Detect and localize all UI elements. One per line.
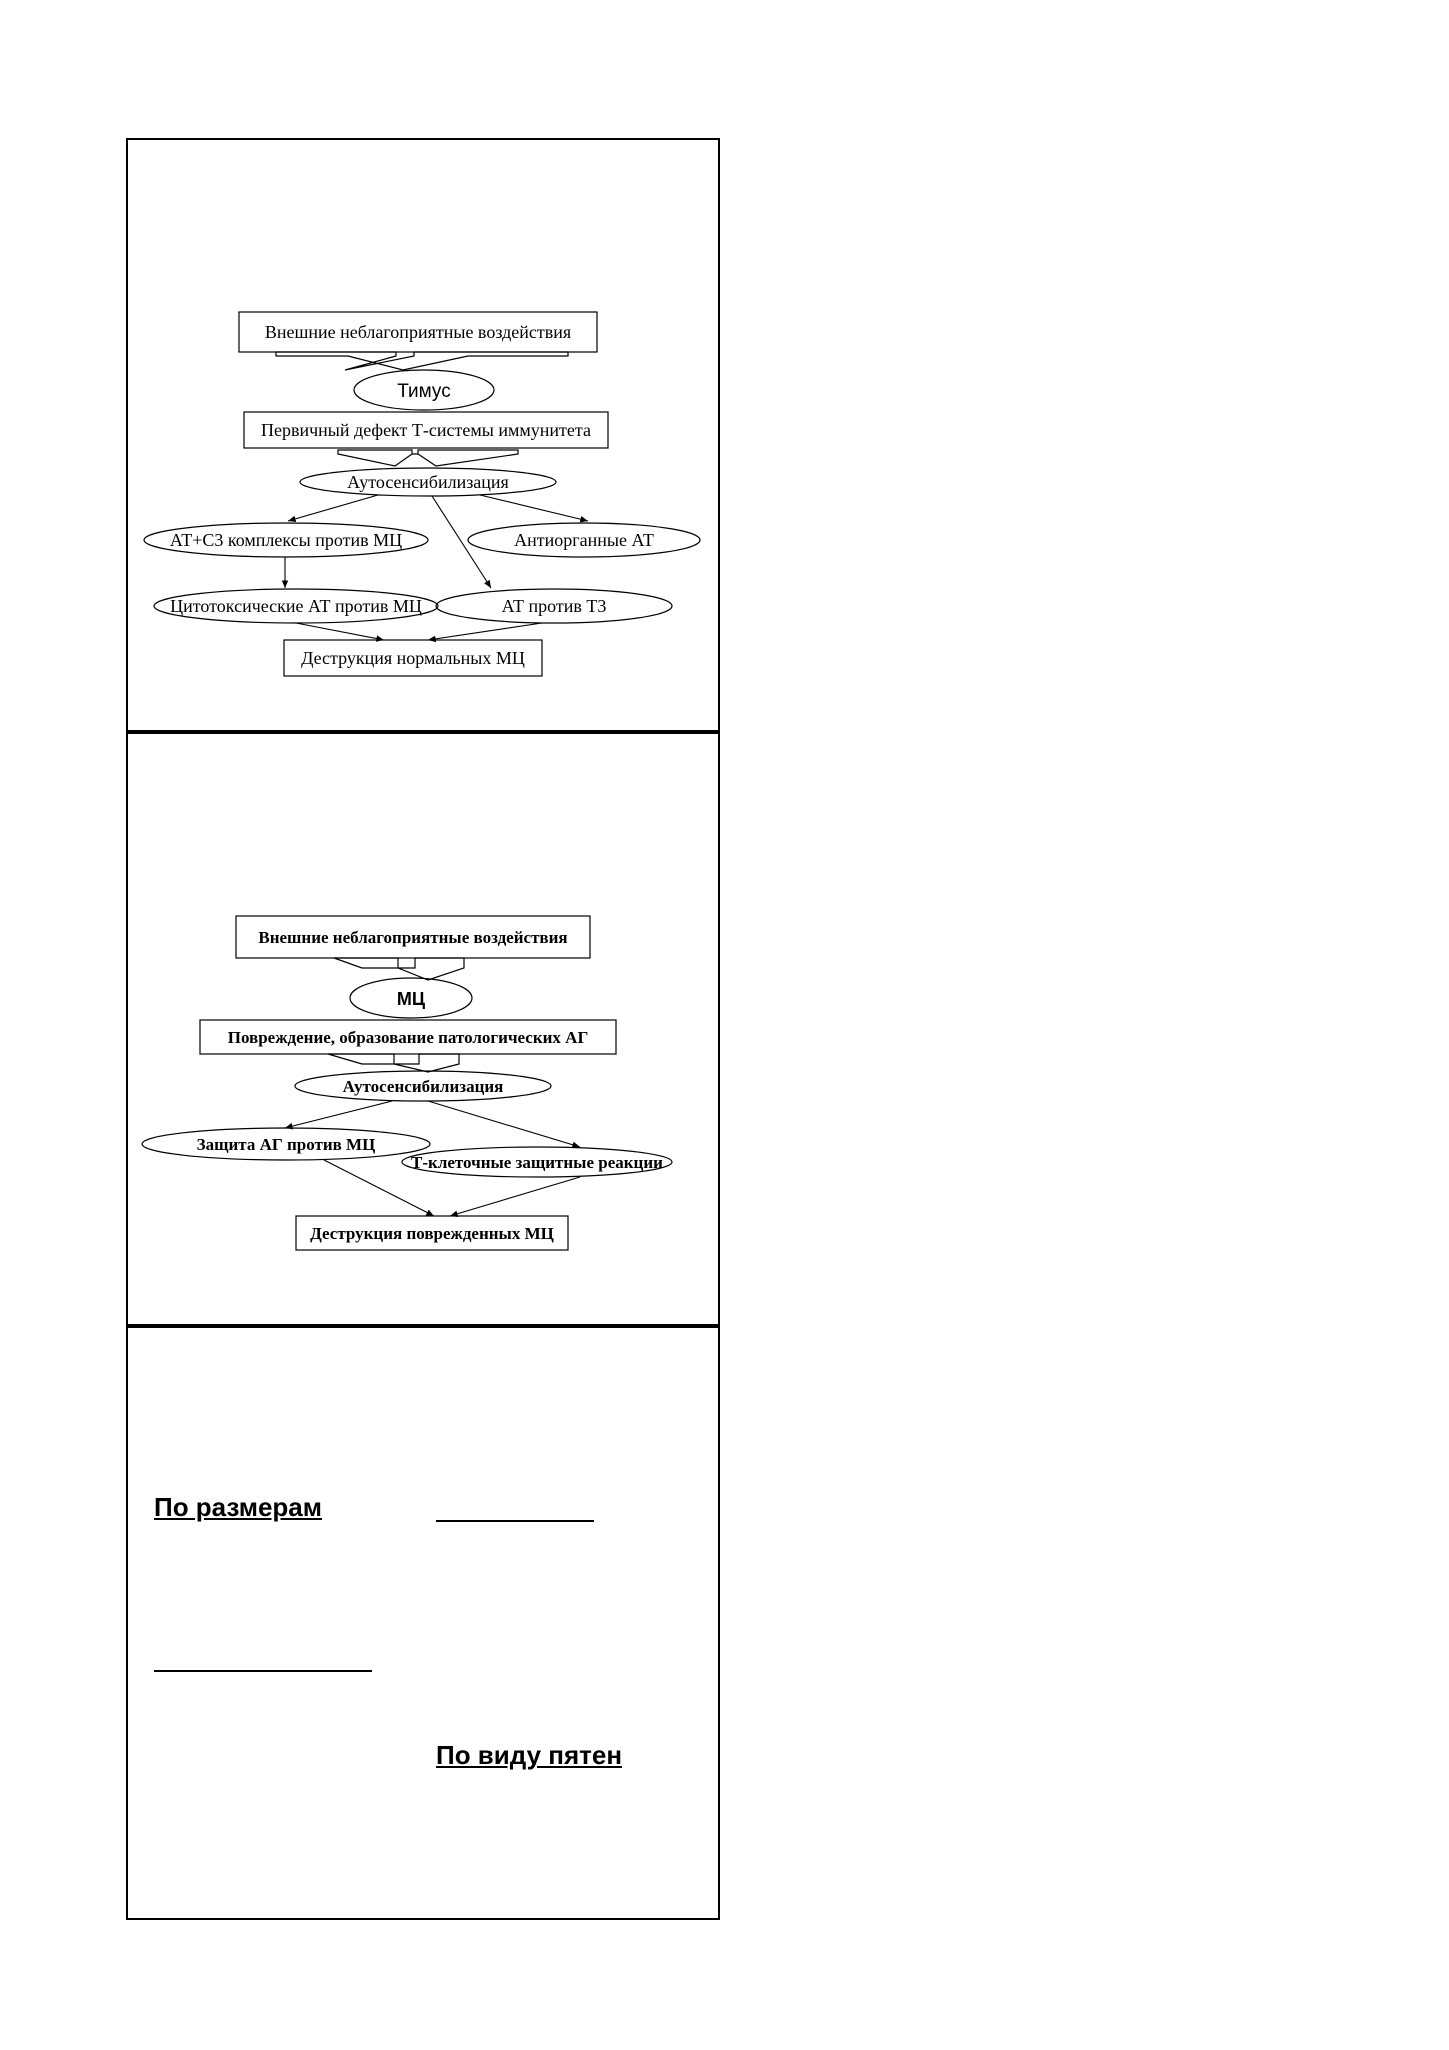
d2-autosensitization-label: Аутосенсибилизация xyxy=(342,1077,504,1096)
classification-panel xyxy=(126,1326,720,1920)
d2-destruction-label: Деструкция поврежденных МЦ xyxy=(310,1224,554,1243)
d1-primary-defect-label: Первичный дефект Т-системы иммунитета xyxy=(261,420,591,440)
diagram-panel-2 xyxy=(126,732,720,1326)
d1-destruction-label: Деструкция нормальных МЦ xyxy=(301,648,525,668)
d1-arrow-t3-to-destruction xyxy=(428,623,542,640)
blank-line-left xyxy=(154,1670,372,1672)
d1-autosensitization-label: Аутосенсибилизация xyxy=(347,472,509,492)
d1-wide-arrow-2 xyxy=(338,450,518,466)
d2-external-label: Внешние неблагоприятные воздействия xyxy=(258,928,568,947)
d1-anti-organ-label: Антиорганные АТ xyxy=(514,530,654,550)
by-spots-heading: По виду пятен xyxy=(436,1740,623,1770)
d1-at-c3-label: АТ+С3 комплексы против МЦ xyxy=(169,530,403,550)
by-size-heading: По размерам xyxy=(154,1492,322,1522)
d1-cytotoxic-label: Цитотоксические АТ против МЦ xyxy=(170,596,422,616)
d2-arrow-to-protection xyxy=(285,1101,392,1128)
d2-wide-arrow-1 xyxy=(334,958,464,980)
d2-arrow-to-t-cell xyxy=(428,1101,580,1147)
d2-protection-label: Защита АГ против МЦ xyxy=(196,1135,376,1154)
diagram-1-svg xyxy=(128,140,722,734)
d2-wide-arrow-2 xyxy=(328,1054,459,1072)
d1-arrow-to-at-t3 xyxy=(432,496,491,588)
d1-arrow-cytotoxic-to-destruction xyxy=(296,623,384,640)
d2-arrow-t-cell-to-destruction xyxy=(450,1177,580,1216)
d2-mc-label: МЦ xyxy=(396,989,426,1009)
diagram-2-svg xyxy=(128,734,722,1328)
blank-line-right xyxy=(436,1520,594,1522)
diagram-panel-1 xyxy=(126,138,720,732)
d2-t-cell-label: Т-клеточные защитные реакции xyxy=(411,1153,663,1172)
d1-thymus-label: Тимус xyxy=(397,381,451,402)
d1-external-label: Внешние неблагоприятные воздействия xyxy=(264,322,572,342)
d2-damage-label: Повреждение, образование патологических АГ xyxy=(227,1028,589,1047)
d1-wide-arrow-1 xyxy=(276,352,568,370)
d1-at-t3-label: АТ против Т3 xyxy=(501,596,607,616)
d1-arrow-to-anti-organ xyxy=(480,495,588,521)
d1-arrow-to-at-c3 xyxy=(288,495,378,521)
